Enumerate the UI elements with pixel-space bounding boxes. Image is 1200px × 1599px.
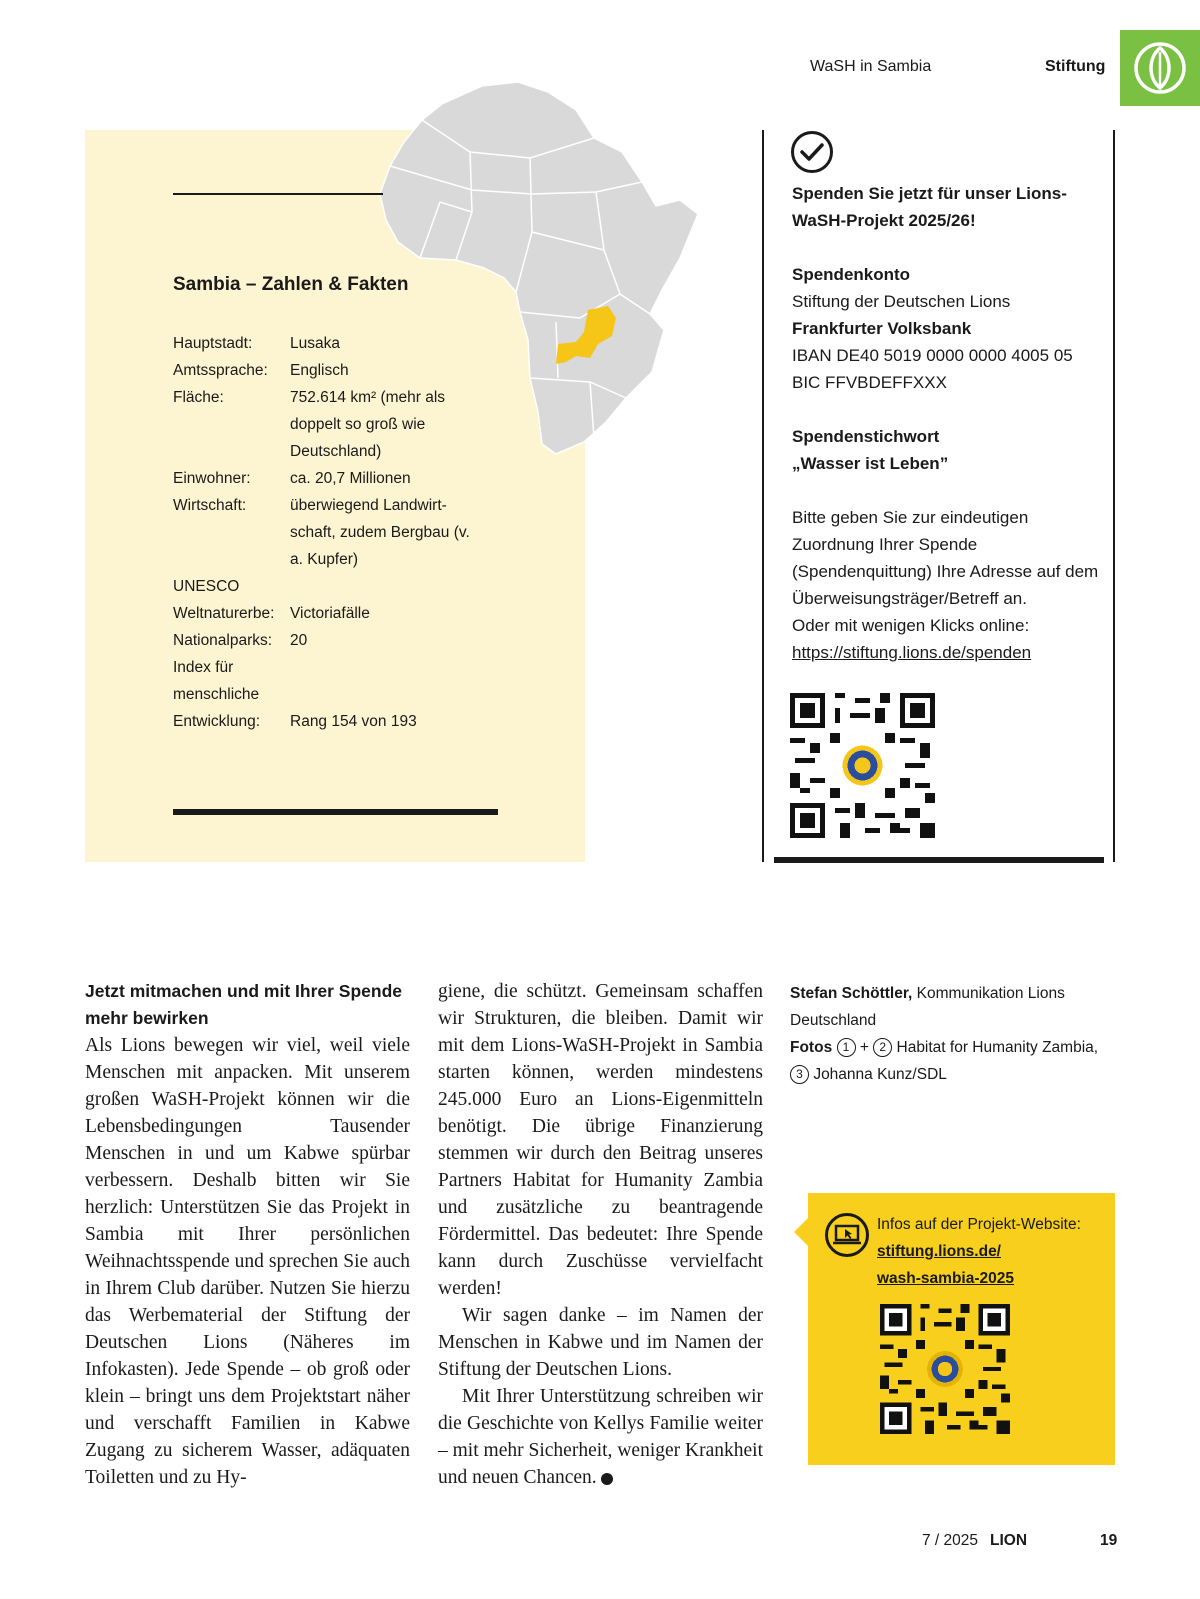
article-paragraph: Als Lions bewegen wir viel, weil viele Menschen mit anpacken. Mit unserem großen WaSH-Projekt können wir die Lebensbedingungen Tausender Menschen in und um Kabwe spürbar verbessern. Deshalb bitten wir Sie herzlich: Unterstützen Sie das Projekt in Sambia mit Ihrer persönlichen Weihnachtsspende und sprechen Sie auch in Ihrem Club darüber. Nutzen Sie hierzu das Werbematerial der Stiftung der Deutschen Lions (Näheres im Infokasten). Jede Spende – ob groß oder klein – bringt uns dem Projektstart näher und verschafft Familien in Kabwe Zugang zu sicherem Wasser, adäquaten Toiletten und zu Hy- [85,1035,410,1488]
facts-table [173,330,475,735]
project-qr-code [880,1304,1010,1434]
credits [790,980,1110,1088]
end-mark-icon [601,1473,613,1485]
issue-number: 7 / 2025 [922,1532,979,1549]
fact-key: Fläche: [173,389,224,406]
laptop-click-icon [824,1212,870,1258]
photo-credit-2: Johanna Kunz/SDL [813,1066,947,1083]
project-link-line-2[interactable]: wash-sambia-2025 [877,1270,1014,1287]
fact-value: Victoriafälle [290,605,370,622]
photo-credit-1: Habitat for Humanity Zambia, [896,1039,1099,1056]
bic: BIC FFVBDEFFXXX [792,373,947,392]
keyword-label: Spendenstichwort [792,427,940,446]
account-label: Spendenkonto [792,265,911,284]
fact-key: Amtssprache: [173,362,268,379]
photo-number-3: 3 [790,1065,809,1084]
facts-row [173,492,475,573]
donation-link[interactable]: https://stiftung.lions.de/spenden [792,643,1032,662]
article-paragraph: Mit Ihrer Unterstützung schreiben wir die Geschichte von Kellys Familie weiter – mit mehr Sicherheit, weniger Krankheit und neuen Chancen. [438,1386,763,1488]
fact-key: UNESCO [173,578,240,595]
info-box-pointer [794,1218,808,1246]
fact-value: Lusaka [290,335,340,352]
fact-value: 20 [290,632,308,649]
facts-row [173,384,475,465]
author-name: Stefan Schöttler, [790,985,913,1002]
fact-key: Nationalparks: [173,632,273,649]
photos-label: Fotos [790,1039,833,1056]
article-paragraph-continued: giene, die schützt. Gemeinsam schaffen wir Strukturen, die bleiben. Damit wir mit dem Lions-WaSH-Projekt in Sambia starten können, werden mindestens 245.000 Euro an Lions-Eigenmitteln benötigt. Die übrige Finanzierung stemmen wir durch den Beitrag unseres Partners Habitat for Humanity Zambia und zusätzliche zu beantragende Fördermittel. Das bedeutet: Ihre Spende kann durch Zuschüsse vervielfacht werden! [438,981,763,1299]
article-column-2 [438,978,763,1491]
bank-name: Frankfurter Volksbank [792,319,972,338]
facts-row [173,357,475,384]
fact-key: Index für menschliche Entwicklung: [173,659,261,730]
fact-value: ca. 20,7 Millionen [290,470,411,487]
fact-value: Rang 154 von 193 [290,713,417,730]
facts-row [173,654,475,735]
magazine-name: LION [990,1532,1028,1549]
fact-key: Hauptstadt: [173,335,253,352]
account-holder: Stiftung der Deutschen Lions [792,292,1011,311]
facts-row [173,600,475,627]
fact-key: Einwohner: [173,470,251,487]
donation-headline: Spenden Sie jetzt für unser Lions-WaSH-Projekt 2025/26! [792,184,1067,230]
plus-sign: + [859,1039,869,1056]
info-label: Infos auf der Projekt-Website: [877,1216,1081,1233]
iban: IBAN DE40 5019 0000 0000 4005 05 [792,346,1073,365]
fact-value: 752.614 km² (mehr als doppelt so groß wie Deutschland) [290,389,446,460]
fact-value [290,573,475,600]
article-lead: Jetzt mitmachen und mit Ihrer Spende mehr bewirken [85,981,402,1028]
donation-qr-code [790,693,935,838]
facts-row [173,330,475,357]
author-role: Kommunikation Lions Deutschland [790,985,1065,1029]
section-title: WaSH in Sambia [810,58,932,75]
photo-number-1: 1 [837,1038,856,1057]
donation-keyword: „Wasser ist Leben” [792,454,949,473]
donation-note: Bitte geben Sie zur eindeutigen Zuordnung Ihrer Spende (Spendenquittung) Ihre Adresse auf dem Überweisungsträger/Betreff an. [792,508,1099,608]
project-link-line-1[interactable]: stiftung.lions.de/ [877,1243,1001,1260]
donation-bottom-rule [774,857,1104,863]
department-label: Stiftung [1045,58,1106,75]
facts-bottom-rule [173,809,498,815]
facts-row [173,573,475,600]
facts-title: Sambia – Zahlen & Fakten [173,274,409,295]
facts-row [173,465,475,492]
donation-details [792,180,1102,666]
article-column-1 [85,978,410,1491]
facts-row [173,627,475,654]
lions-leaf-logo-icon [1132,40,1188,96]
fact-key: Wirtschaft: [173,497,247,514]
checkmark-circle-icon [790,130,834,174]
page-number: 19 [1100,1532,1118,1549]
photo-number-2: 2 [873,1038,892,1057]
facts-top-rule [173,193,383,195]
fact-key: Weltnaturerbe: [173,605,275,622]
lions-logo [1120,30,1200,106]
info-text [877,1211,1107,1292]
fact-value: Englisch [290,362,349,379]
online-label: Oder mit wenigen Klicks online: [792,616,1030,635]
article-paragraph: Wir sagen danke – im Namen der Menschen in Kabwe und im Namen der Stiftung der Deutschen Lions. [438,1305,763,1380]
fact-value: überwiegend Landwirt-schaft, zudem Bergbau (v. a. Kupfer) [290,497,470,568]
